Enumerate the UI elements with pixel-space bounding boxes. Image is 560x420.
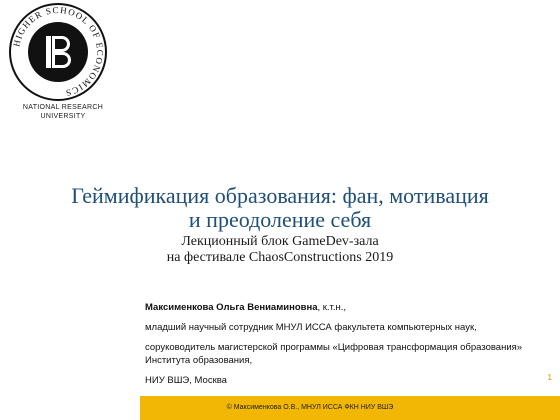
hse-logo [8,2,108,102]
author-degree: , к.т.н., [317,302,347,313]
author-affiliation: НИУ ВШЭ, Москва [145,375,227,386]
university-line-2: UNIVERSITY [40,113,86,120]
subtitle-line-2: на фестивале ChaosConstructions 2019 [166,250,394,265]
logo-ring-text: HIGHER SCHOOL OF ECONOMICS [11,4,106,99]
subtitle-line-1: Лекционный блок GameDev-зала [181,234,379,249]
university-caption [0,103,126,121]
title-line-2: и преодоление себя [188,207,372,232]
page-number: 1 [547,373,552,382]
author-name: Максименкова Ольга Вениаминовна [145,302,318,313]
author-program: соруководитель магистерской программы «Цифровая трансформация образования» Института образования, [145,342,523,366]
title-line-1: Геймификация образования: фан, мотивация [71,183,489,208]
footer-copyright: © Максименкова О.В., МНУЛ ИССА ФКН НИУ ВШЭ [226,404,394,411]
author-block [145,301,545,394]
author-position: младший научный сотрудник МНУЛ ИССА факультета компьютерных наук, [145,322,477,333]
university-line-1: NATIONAL RESEARCH [22,104,104,111]
author-name-row [145,301,545,314]
